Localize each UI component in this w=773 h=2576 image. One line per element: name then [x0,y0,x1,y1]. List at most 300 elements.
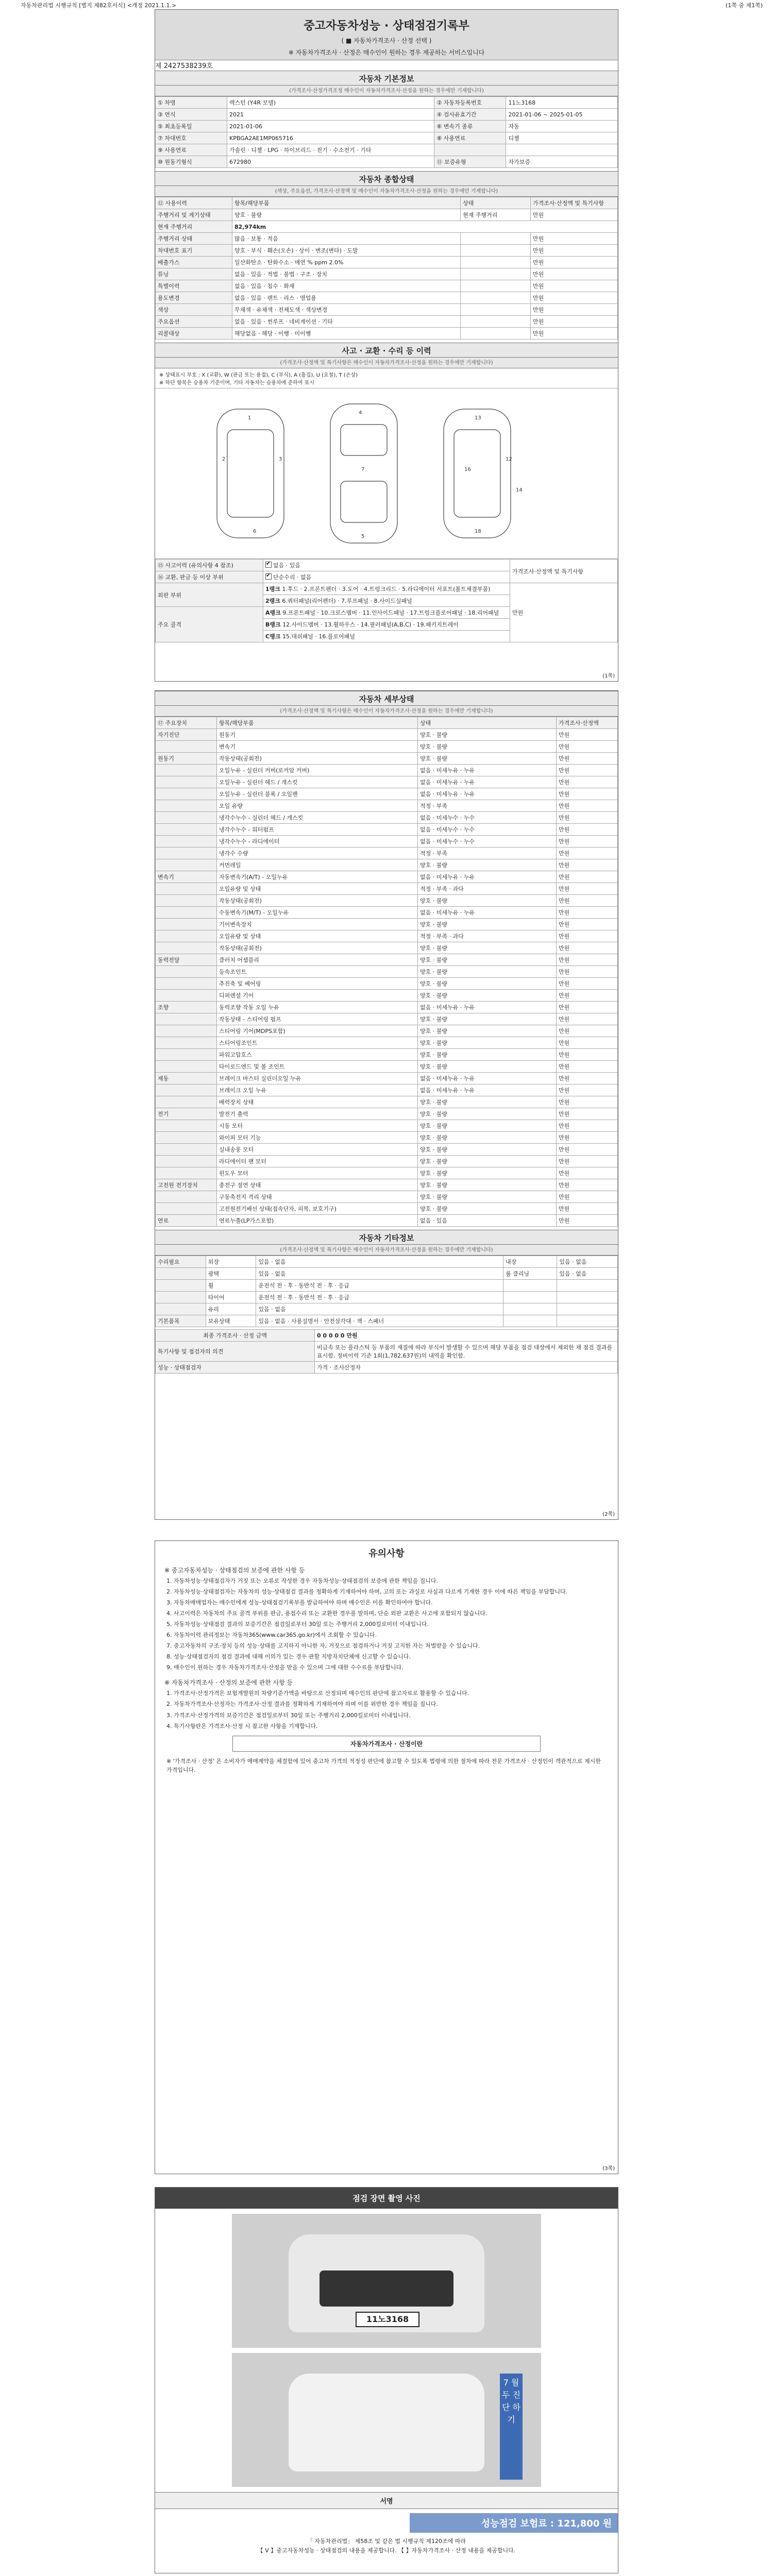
detail-row [156,753,618,765]
detail-row [156,895,618,907]
other-row [156,1315,618,1327]
detail-part: 오일유량 및 상태 [217,930,418,942]
detail-price: 만원 [557,1132,618,1144]
detail-price: 만원 [557,942,618,954]
basic-value: 2021 [227,109,434,121]
detail-part: 디퍼렌셜 기어 [217,990,418,1002]
detail-state: 없음 · 미세누수 · 누수 [418,824,557,836]
detail-group [156,895,217,907]
detail-state: 양호 · 불량 [418,990,557,1002]
detail-state: 양호 · 불량 [418,966,557,978]
detail-row [156,1084,618,1096]
detail-row [156,1215,618,1227]
detail-part: 자동변속기(A/T) - 오일누유 [217,871,418,883]
detail-group [156,930,217,942]
total-table [155,1329,618,1374]
detail-group: 원동기 [156,753,217,765]
detail-part: 작동상태(공회전) [217,895,418,907]
form-header [155,10,618,60]
notice-item: 2. 자동차가격조사·산정자는 가격조사·산정 결과를 정확하게 기재하여야 하며 이를 위반한 경우 책임을 집니다. [166,1701,438,1708]
detail-table [155,717,618,1227]
detail-group: 고전원 전기장치 [156,1179,217,1191]
detail-part: 라디에이터 팬 모터 [217,1156,418,1167]
detail-state: 양호 · 불량 [418,1013,557,1025]
basic-label: ⑦ 차대번호 [156,132,227,144]
detail-part: 작동상태(공회전) [217,942,418,954]
form-title: 중고자동차성능 · 상태점검기록부 [304,20,469,32]
detail-price: 만원 [557,966,618,978]
detail-row [156,1061,618,1073]
detail-state: 양호 · 불량 [418,1049,557,1061]
detail-header-cell: 항목/해당부품 [217,717,418,729]
basic-label: ⑧ 사용연료 [434,132,506,144]
overall-price: 만원 [531,316,618,328]
detail-group [156,1061,217,1073]
detail-price: 만원 [557,824,618,836]
overall-extra [461,280,531,292]
doc-number: 제 2427538239호 [155,62,213,70]
detail-part: 오일유량 및 상태 [217,883,418,895]
notice-item: 4. 특기사항란은 가격조사·산정 시 참고한 사항을 기재합니다. [166,1722,318,1730]
detail-price: 만원 [557,1215,618,1227]
notice-item: 2. 자동차성능·상태점검자는 자동차의 성능·상태점검 결과를 정확하게 기재하여야 하며, 고의 또는 과실로 사실과 다르게 기재한 경우 이에 따른 책임을 부담합니다. [166,1588,568,1596]
price-def-title: 자동차가격조사 · 산정이란 [350,1740,423,1748]
other-cell: 기본품목 [156,1315,206,1327]
front-photo [232,2214,541,2348]
section-other-sub: (가격조사·산정액 및 특기사항은 매수인이 자동차가격조사·산정을 원하는 경우에만 기재합니다) [155,1245,618,1256]
license-plate: 11노3168 [356,2312,419,2327]
overall-row [156,233,618,245]
overall-price: 만원 [531,292,618,304]
other-cell: 유리 [206,1303,256,1315]
top-line [0,0,773,8]
overall-state: 없음 · 있음 · 렌트 · 리스 · 영업용 [232,292,461,304]
overall-table [155,197,618,340]
other-cell: 있음 · 없음 · 사용설명서 · 안전삼각대 · 잭 · 스패너 [256,1315,503,1327]
detail-price: 만원 [557,776,618,788]
detail-row [156,1203,618,1215]
detail-row [156,1013,618,1025]
accident-legend-1: ※ 상태표시 부호 : X (교환), W (판금 또는 용접), C (부식), A (흠집), U (요철), T (손상) [159,372,358,378]
detail-state: 없음 · 미세누유 · 누유 [418,871,557,883]
detail-row [156,859,618,871]
detail-part: 커먼레일 [217,859,418,871]
other-cell: 광택 [206,1268,256,1280]
detail-row [156,836,618,848]
form-subtitle-note: ※ 자동차가격조사 · 산정은 매수인이 원하는 경우 제공하는 서비스입니다 [288,49,485,56]
overall-state: 없음 · 있음 · 적법 · 불법 · 구조 · 장치 [232,268,461,280]
basic-value: 렉스턴 (Y4R 모델) [227,97,434,109]
overall-price: 만원 [531,245,618,257]
overall-header-cell: 가격조사·산정액 및 특기사항 [531,197,618,209]
other-cell: 있음 · 없음 [256,1303,503,1315]
detail-row [156,1002,618,1013]
detail-state: 양호 · 불량 [418,1191,557,1203]
detail-price: 만원 [557,883,618,895]
detail-row [156,824,618,836]
detail-row [156,1096,618,1108]
detail-state: 양호 · 불량 [418,1179,557,1191]
accident-ans2: ✔ 단순수리 · 없음 [263,571,510,583]
svg-text:12: 12 [506,456,512,462]
detail-row [156,741,618,753]
detail-group [156,1132,217,1144]
detail-state: 양호 · 불량 [418,729,557,741]
notice-title: 유의사항 [368,1548,405,1559]
other-cell: 수리필요 [156,1256,206,1268]
notice-item: 9. 매수인이 원하는 경우 자동차가격조사·산정을 받을 수 있으며 그에 대한 수수료를 부담합니다. [166,1664,404,1671]
detail-price: 만원 [557,990,618,1002]
detail-part: 시동 모터 [217,1120,418,1132]
overall-item: 튜닝 [156,268,232,280]
basic-info-table [155,96,618,168]
basic-label: ⑩ 원동기형식 [156,156,227,168]
detail-part: 작동상태 - 스티어링 펌프 [217,1013,418,1025]
detail-price: 만원 [557,859,618,871]
detail-group [156,942,217,954]
notice-item: 4. 사고이력은 자동차의 주요 골격 부위를 판금, 용접수리 또는 교환한 경우를 말하며, 단순 외판 교환은 사고에 포함되지 않습니다. [166,1610,488,1617]
detail-state: 양호 · 불량 [418,942,557,954]
other-cell: 내장 [503,1256,557,1268]
overall-state: 많음 · 보통 · 적음 [232,233,461,245]
footer-line-2: 【 V 】중고자동차성능 · 상태점검의 내용을 제공합니다. 【 】자동차가격조사 · 산정 내용을 제공합니다. [257,2547,516,2554]
page-1 [155,9,618,682]
detail-price: 만원 [557,848,618,859]
detail-part: 파워고압호스 [217,1049,418,1061]
detail-group [156,1167,217,1179]
overall-row [156,257,618,268]
basic-row [156,132,618,144]
detail-row [156,919,618,930]
basic-label: ⑪ 보증유형 [434,156,506,168]
detail-state: 양호 · 불량 [418,859,557,871]
detail-group [156,1049,217,1061]
basic-value: 2021-01-06 [227,121,434,132]
basic-row [156,156,618,168]
detail-row [156,871,618,883]
section-overall-title: 자동차 종합상태 [155,171,618,186]
svg-text:4: 4 [359,410,362,416]
section-detail-title: 자동차 세부상태 [155,691,618,706]
overall-row [156,304,618,316]
notice-item: 5. 자동차성능·상태점검 결과의 보증기간은 점검일로부터 30일 또는 주행거리 2,000킬로미터 이내입니다. [166,1621,429,1628]
accident-special: 가격조사·산정액 및 특기사항 [510,560,618,583]
detail-group [156,978,217,990]
detail-state: 양호 · 불량 [418,1061,557,1073]
detail-row [156,1179,618,1191]
detail-price: 만원 [557,1108,618,1120]
detail-price: 만원 [557,1167,618,1179]
overall-state: 일산화탄소 · 탄화수소 · 매연 % ppm 2.0% [232,257,461,268]
detail-part: 충전구 절연 상태 [217,1179,418,1191]
detail-group: 동력전달 [156,954,217,966]
detail-part: 발전기 출력 [217,1108,418,1120]
detail-row [156,1132,618,1144]
overall-state: 양호 · 불량 [232,209,461,221]
detail-state: 양호 · 불량 [418,978,557,990]
detail-row [156,1191,618,1203]
detail-price: 만원 [557,800,618,812]
detail-price: 만원 [557,1120,618,1132]
notice-list-1 [155,1577,618,1672]
other-cell: 있음 · 없음 [256,1256,503,1268]
detail-group: 자기진단 [156,729,217,741]
detail-price: 만원 [557,765,618,776]
detail-price: 만원 [557,978,618,990]
detail-group [156,800,217,812]
detail-group [156,966,217,978]
detail-price: 만원 [557,836,618,848]
basic-label: ⑥ 변속기 종류 [434,121,506,132]
overall-state: 해당없음 · 해당 · 이행 · 미이행 [232,328,461,340]
detail-group [156,1156,217,1167]
accident-q1: ⑮ 사고이력 (유의사항 4 참조) [156,560,263,571]
basic-value: 자가보증 [506,156,618,168]
detail-row [156,729,618,741]
basic-value: 자동 [506,121,618,132]
notice-item: 8. 성능·상태점검자의 점검 결과에 대해 이의가 있는 경우 관할 지방자치단체에 신고할 수 있습니다. [166,1653,411,1660]
accident-q2: ⑯ 교환, 판금 등 이상 부위 [156,571,263,583]
detail-group: 조향 [156,1002,217,1013]
footer [155,2537,618,2555]
overall-extra [461,316,531,328]
detail-state: 없음 · 있음 [418,1215,557,1227]
overall-price: 만원 [531,233,618,245]
other-cell [503,1280,557,1292]
detail-group [156,859,217,871]
detail-price: 만원 [557,1073,618,1084]
signature-label: 서명 [155,2492,618,2509]
overall-row [156,292,618,304]
page3-mark: (3쪽) [602,2166,615,2172]
other-cell [156,1268,206,1280]
notice-item: 3. 가격조사·산정가격의 보증기간은 점검일로부터 30일 또는 주행거리 2,000킬로미터 이내입니다. [166,1711,411,1719]
detail-price: 만원 [557,729,618,741]
overall-state: 무채색 · 유채색 · 전체도색 · 색상변경 [232,304,461,316]
mileage-label: 현재 주행거리 [156,221,232,233]
basic-value: 11노3168 [506,97,618,109]
footer-line-1: 「 자동차관리법」 제58조 및 같은 법 시행규칙 제120조에 따라 [307,2538,466,2545]
overall-extra [461,304,531,316]
detail-state: 양호 · 불량 [418,741,557,753]
detail-part: 오일누유 - 실린더 헤드 / 개스킷 [217,776,418,788]
overall-item: 리콜대상 [156,328,232,340]
svg-text:6: 6 [253,529,257,534]
overall-price: 만원 [531,280,618,292]
detail-part: 오일누유 - 실린더 커버(로커암 커버) [217,765,418,776]
detail-part: 원동기 [217,729,418,741]
detail-state: 없음 · 미세누수 · 누수 [418,836,557,848]
detail-price: 만원 [557,1061,618,1073]
detail-group [156,1025,217,1037]
detail-part: 오일 유량 [217,800,418,812]
detail-price: 만원 [557,1002,618,1013]
overall-price: 만원 [531,328,618,340]
overall-extra [461,268,531,280]
detail-group [156,812,217,824]
detail-state: 양호 · 불량 [418,1037,557,1049]
section-basic-title: 자동차 기본정보 [155,71,618,86]
detail-group [156,741,217,753]
overall-price: 만원 [531,304,618,316]
other-cell: 있음 · 없음 [557,1256,618,1268]
detail-state: 적정 · 부족 · 과다 [418,883,557,895]
notes-sub2: 가격 · 조사산정자 [315,1362,618,1374]
svg-text:13: 13 [475,415,481,421]
detail-row [156,776,618,788]
detail-row [156,907,618,919]
insurance-price-label: 성능점검 보험료 : [481,2518,558,2529]
detail-row [156,978,618,990]
frame-b: B랭크 12.사이드멤버 · 13.휠하우스 · 14.필러패널(A,B,C) · 19.패키지트레이 [263,619,510,631]
detail-part: 오일누유 - 실린더 블록 / 오일팬 [217,788,418,800]
detail-state: 없음 · 미세누유 · 누유 [418,907,557,919]
detail-part: 기어변속장치 [217,919,418,930]
frame-a: A랭크 9.프론트패널 · 10.크로스멤버 · 11.인사이드패널 · 17.트렁크플로어패널 · 18.리어패널 [263,607,510,619]
overall-item: 배출가스 [156,257,232,268]
detail-price: 만원 [557,1013,618,1025]
detail-row [156,1120,618,1132]
other-cell [557,1280,618,1292]
detail-price: 만원 [557,741,618,753]
car-grille [320,2270,453,2307]
detail-group [156,1120,217,1132]
page1-mark: (1쪽) [602,673,615,679]
other-row [156,1256,618,1268]
detail-state: 양호 · 불량 [418,1120,557,1132]
page2-mark: (2쪽) [602,1512,615,1517]
detail-state: 없음 · 미세누유 · 누유 [418,1002,557,1013]
detail-state: 양호 · 불량 [418,895,557,907]
form-subtitle: ( ■ 자동차가격조사 · 산정 선택 ) [341,37,432,44]
other-cell [156,1292,206,1303]
detail-part: 스티어링조인트 [217,1037,418,1049]
car-rear-image [289,2374,484,2471]
notice-item: 3. 자동차매매업자는 매수인에게 성능·상태점검기록부를 발급하여야 하며 매수인은 이를 확인하여야 합니다. [166,1599,433,1606]
detail-group [156,788,217,800]
detail-group [156,765,217,776]
accident-table [155,559,618,642]
other-cell: 있음 · 없음 [557,1268,618,1280]
detail-row [156,800,618,812]
overall-price: 만원 [531,209,618,221]
basic-row [156,97,618,109]
detail-price: 만원 [557,919,618,930]
detail-price: 만원 [557,812,618,824]
price-def-text: ※ '가격조사 · 산정' 은 소비자가 매매계약을 체결함에 있어 중고차 가격의 적정성 판단에 참고할 수 있도록 법령에 의한 절차에 따라 전문 가격조사 · 산정인이 객관적으로 제시한 가격입니다. [166,1757,601,1773]
accident-unit: 만원 [510,583,618,642]
price-def-box [232,1736,541,1752]
detail-part: 냉각수누수 - 워터펌프 [217,824,418,836]
other-cell [557,1303,618,1315]
detail-group [156,919,217,930]
detail-state: 없음 · 미세누유 · 누유 [418,1073,557,1084]
car-outline-svg [155,388,618,558]
detail-row [156,1073,618,1084]
detail-group [156,1144,217,1156]
notes-sub1: 성능 · 상태점검자 [156,1362,315,1374]
detail-state: 적정 · 부족 [418,848,557,859]
overall-row [156,316,618,328]
detail-price: 만원 [557,1191,618,1203]
photo-section-title: 점검 장면 촬영 사진 [155,2188,618,2209]
detail-row [156,1049,618,1061]
detail-group [156,1191,217,1203]
detail-row [156,812,618,824]
basic-row [156,121,618,132]
basic-label [434,144,506,156]
outer-rank2: 2랭크 6.쿼터패널(리어펜더) · 7.루프패널 · 8.사이드실패널 [263,595,510,607]
other-cell: 보유상태 [206,1315,256,1327]
overall-item: 차대번호 표기 [156,245,232,257]
detail-price: 만원 [557,1203,618,1215]
detail-part: 수동변속기(M/T) - 오일누유 [217,907,418,919]
mileage-row [156,221,618,233]
page-count: (1쪽 중 제1쪽) [725,2,763,9]
other-cell: 있음 · 없음 [256,1268,503,1280]
detail-row [156,966,618,978]
other-row [156,1280,618,1292]
frame-c: C랭크 15.대쉬패널 · 16.플로어패널 [263,631,510,642]
overall-item: 용도변경 [156,292,232,304]
signboard: 7 월 두 진 단 하 기 [500,2374,523,2480]
basic-value: 가솔린 · 디젤 · LPG · 하이브리드 · 전기 · 수소전기 · 기타 [227,144,434,156]
detail-state: 없음 · 미세누수 · 누수 [418,812,557,824]
basic-row [156,109,618,121]
rear-photo [232,2353,541,2487]
detail-group: 변속기 [156,871,217,883]
basic-value: 디젤 [506,132,618,144]
notes-text: 비금속 또는 플라스틱 등 부품의 재질에 따라 부식이 발생할 수 있으며 해당 부품을 점검 대상에서 제외한 채 점검 결과를 표시함. 정비이력 기준 1회(1,782,637원)의 내역을 확인함. [315,1342,618,1362]
section-detail-sub: (가격조사·산정액 및 특기사항은 매수인이 자동차가격조사·산정을 원하는 경우에만 기재합니다) [155,706,618,717]
detail-price: 만원 [557,1144,618,1156]
detail-state: 적정 · 부족 · 과다 [418,930,557,942]
detail-part: 작동상태(공회전) [217,753,418,765]
basic-value: KPBGA2AE1MP065716 [227,132,434,144]
section-other-title: 자동차 기타정보 [155,1230,618,1245]
other-cell [503,1303,557,1315]
basic-value [506,144,618,156]
detail-group [156,1013,217,1025]
other-row [156,1292,618,1303]
other-cell [503,1292,557,1303]
detail-row [156,954,618,966]
detail-state: 양호 · 불량 [418,1132,557,1144]
detail-state: 양호 · 불량 [418,1025,557,1037]
detail-row [156,1156,618,1167]
other-cell [557,1292,618,1303]
detail-price: 만원 [557,753,618,765]
detail-state: 양호 · 불량 [418,1096,557,1108]
basic-row [156,144,618,156]
detail-price: 만원 [557,1049,618,1061]
detail-header-cell: 상태 [418,717,557,729]
detail-row [156,942,618,954]
svg-text:3: 3 [279,456,282,462]
detail-part: 연료누출(LP가스포함) [217,1215,418,1227]
form-citation: 자동차관리법 시행규칙 [별지 제82호서식] <개정 2021.1.1.> [21,2,177,9]
detail-group: 전기 [156,1108,217,1120]
section-overall-sub: (색상, 주요옵션, 가격조사·산정액 및 매수인이 자동차가격조사·산정을 원하는 경우에만 기재합니다) [155,186,618,197]
overall-extra [461,328,531,340]
detail-state: 없음 · 미세누유 · 누유 [418,788,557,800]
overall-row [156,245,618,257]
detail-part: 냉각수누수 - 라디에이터 [217,836,418,848]
basic-label: ③ 연식 [156,109,227,121]
accident-legend [155,368,618,388]
overall-item: 주요옵션 [156,316,232,328]
notice-item: 7. 중고자동차의 구조·장치 등의 성능·상태를 고지하지 아니한 자, 거짓으로 점검하거나 거짓 고지한 자는 처벌받을 수 있습니다. [166,1642,480,1650]
